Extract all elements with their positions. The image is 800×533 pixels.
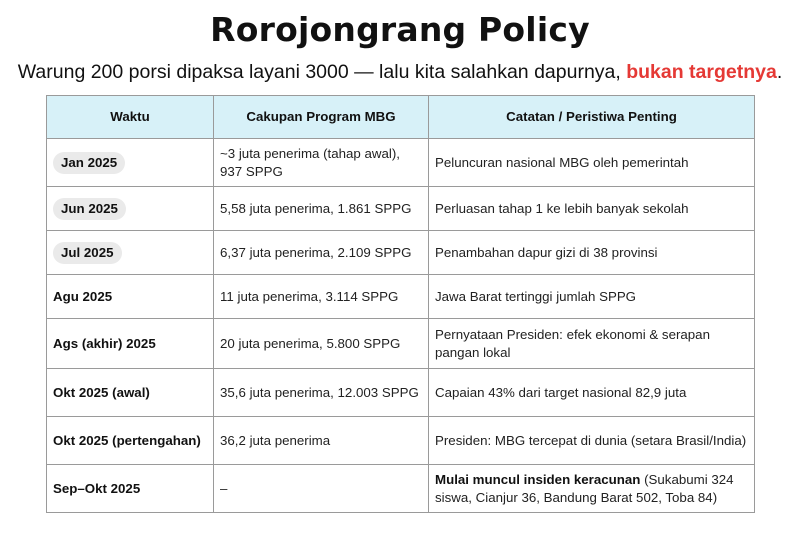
date-label: Okt 2025 (pertengahan) — [53, 432, 201, 448]
catatan-text: Capaian 43% dari target nasional 82,9 juta — [435, 384, 687, 400]
cell-cakupan: 20 juta penerima, 5.800 SPPG — [214, 319, 429, 369]
timeline-table — [46, 95, 755, 513]
table-row — [47, 139, 755, 187]
subtitle-end: . — [776, 61, 783, 83]
header-waktu: Waktu — [47, 96, 214, 139]
table-row — [47, 187, 755, 231]
date-label: Agu 2025 — [53, 288, 113, 304]
cell-waktu — [47, 319, 214, 369]
date-pill: Jul 2025 — [53, 242, 122, 264]
cell-waktu — [47, 187, 214, 231]
catatan-text: Jawa Barat tertinggi jumlah SPPG — [435, 288, 637, 304]
cell-cakupan: 36,2 juta penerima — [214, 417, 429, 465]
catatan-text: (Sukabumi 324 siswa, Cianjur 36, Bandung Barat 502, Toba 84) — [435, 471, 734, 505]
table-row — [47, 231, 755, 275]
catatan-text: Perluasan tahap 1 ke lebih banyak sekolah — [435, 200, 689, 216]
date-label: Ags (akhir) 2025 — [53, 335, 156, 351]
cell-catatan — [429, 275, 755, 319]
subtitle-text: Warung 200 porsi dipaksa layani 3000 — lalu kita salahkan dapurnya, — [17, 61, 627, 83]
table-body — [47, 139, 755, 513]
cell-waktu — [47, 465, 214, 513]
cell-catatan — [429, 465, 755, 513]
header-catatan: Catatan / Peristiwa Penting — [429, 96, 755, 139]
cell-catatan — [429, 319, 755, 369]
catatan-text: Penambahan dapur gizi di 38 provinsi — [435, 244, 658, 260]
page-subtitle — [0, 61, 800, 84]
cell-waktu — [47, 275, 214, 319]
cell-catatan — [429, 139, 755, 187]
cell-cakupan: 6,37 juta penerima, 2.109 SPPG — [214, 231, 429, 275]
page-title: Rorojongrang Policy — [210, 10, 590, 49]
cell-catatan — [429, 187, 755, 231]
date-label: Okt 2025 (awal) — [53, 384, 150, 400]
catatan-highlight: Mulai muncul insiden keracunan — [435, 471, 641, 487]
subtitle-emphasis: bukan targetnya — [626, 61, 777, 83]
table-row — [47, 275, 755, 319]
cell-cakupan: 35,6 juta penerima, 12.003 SPPG — [214, 369, 429, 417]
cell-catatan — [429, 369, 755, 417]
date-pill: Jan 2025 — [53, 152, 125, 174]
header-cakupan: Cakupan Program MBG — [214, 96, 429, 139]
catatan-text: Presiden: MBG tercepat di dunia (setara Brasil/India) — [435, 432, 747, 448]
table-row — [47, 319, 755, 369]
cell-catatan — [429, 417, 755, 465]
catatan-text: Peluncuran nasional MBG oleh pemerintah — [435, 154, 689, 170]
cell-waktu — [47, 139, 214, 187]
table-row — [47, 369, 755, 417]
table-row — [47, 417, 755, 465]
table-row — [47, 465, 755, 513]
cell-waktu — [47, 369, 214, 417]
date-label: Sep–Okt 2025 — [53, 480, 141, 496]
cell-cakupan: 11 juta penerima, 3.114 SPPG — [214, 275, 429, 319]
catatan-text: Pernyataan Presiden: efek ekonomi & serapan pangan lokal — [435, 326, 710, 360]
date-pill: Jun 2025 — [53, 198, 126, 220]
cell-catatan — [429, 231, 755, 275]
cell-waktu — [47, 417, 214, 465]
cell-cakupan: ~3 juta penerima (tahap awal), 937 SPPG — [214, 139, 429, 187]
cell-cakupan: – — [214, 465, 429, 513]
cell-waktu — [47, 231, 214, 275]
cell-cakupan: 5,58 juta penerima, 1.861 SPPG — [214, 187, 429, 231]
table-header-row — [47, 96, 755, 139]
